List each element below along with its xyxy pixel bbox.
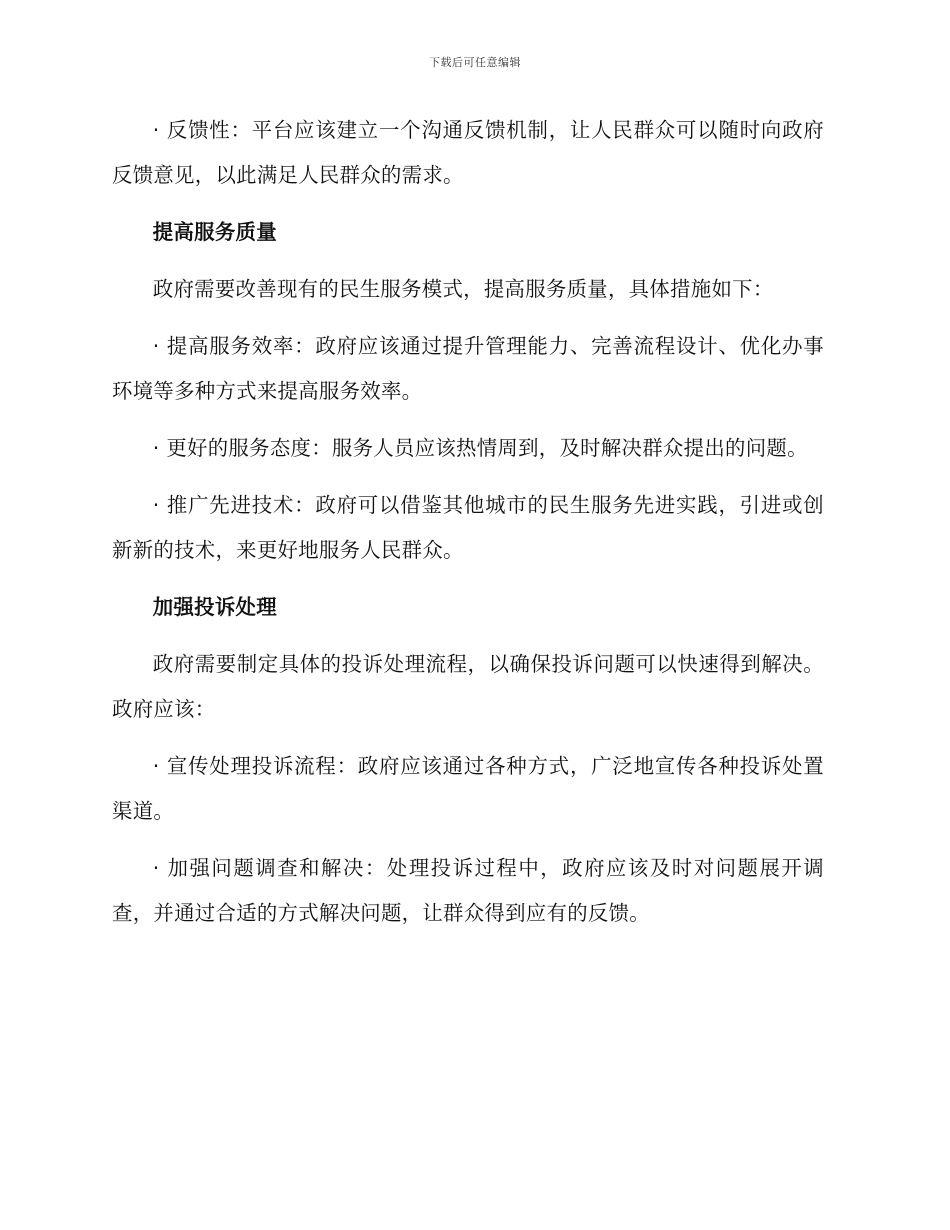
document-body <box>112 108 824 948</box>
section-heading-service-quality: 提高服务质量 <box>152 220 277 244</box>
intro-paragraph-service-quality: 政府需要改善现有的民生服务模式，提高服务质量，具体措施如下： <box>152 277 774 301</box>
bullet-paragraph-investigation: · 加强问题调查和解决：处理投诉过程中，政府应该及时对问题展开调查，并通过合适的方式解决问题，让群众得到应有的反馈。 <box>112 856 824 925</box>
bullet-paragraph-attitude: · 更好的服务态度：服务人员应该热情周到，及时解决群众提出的问题。 <box>152 436 808 460</box>
page-header-note: 下载后可任意编辑 <box>429 56 521 69</box>
bullet-paragraph-feedback: · 反馈性：平台应该建立一个沟通反馈机制，让人民群众可以随时向政府反馈意见，以此满足人民群众的需求。 <box>112 118 824 187</box>
intro-paragraph-complaints: 政府需要制定具体的投诉处理流程，以确保投诉问题可以快速得到解决。政府应该： <box>112 652 824 721</box>
bullet-paragraph-efficiency: · 提高服务效率：政府应该通过提升管理能力、完善流程设计、优化办事环境等多种方式来提高服务效率。 <box>112 334 824 403</box>
bullet-paragraph-publicize: · 宣传处理投诉流程：政府应该通过各种方式，广泛地宣传各种投诉处置渠道。 <box>112 754 824 823</box>
section-heading-complaints: 加强投诉处理 <box>152 595 277 619</box>
bullet-paragraph-technology: · 推广先进技术：政府可以借鉴其他城市的民生服务先进实践，引进或创新新的技术，来更好地服务人民群众。 <box>112 493 824 562</box>
